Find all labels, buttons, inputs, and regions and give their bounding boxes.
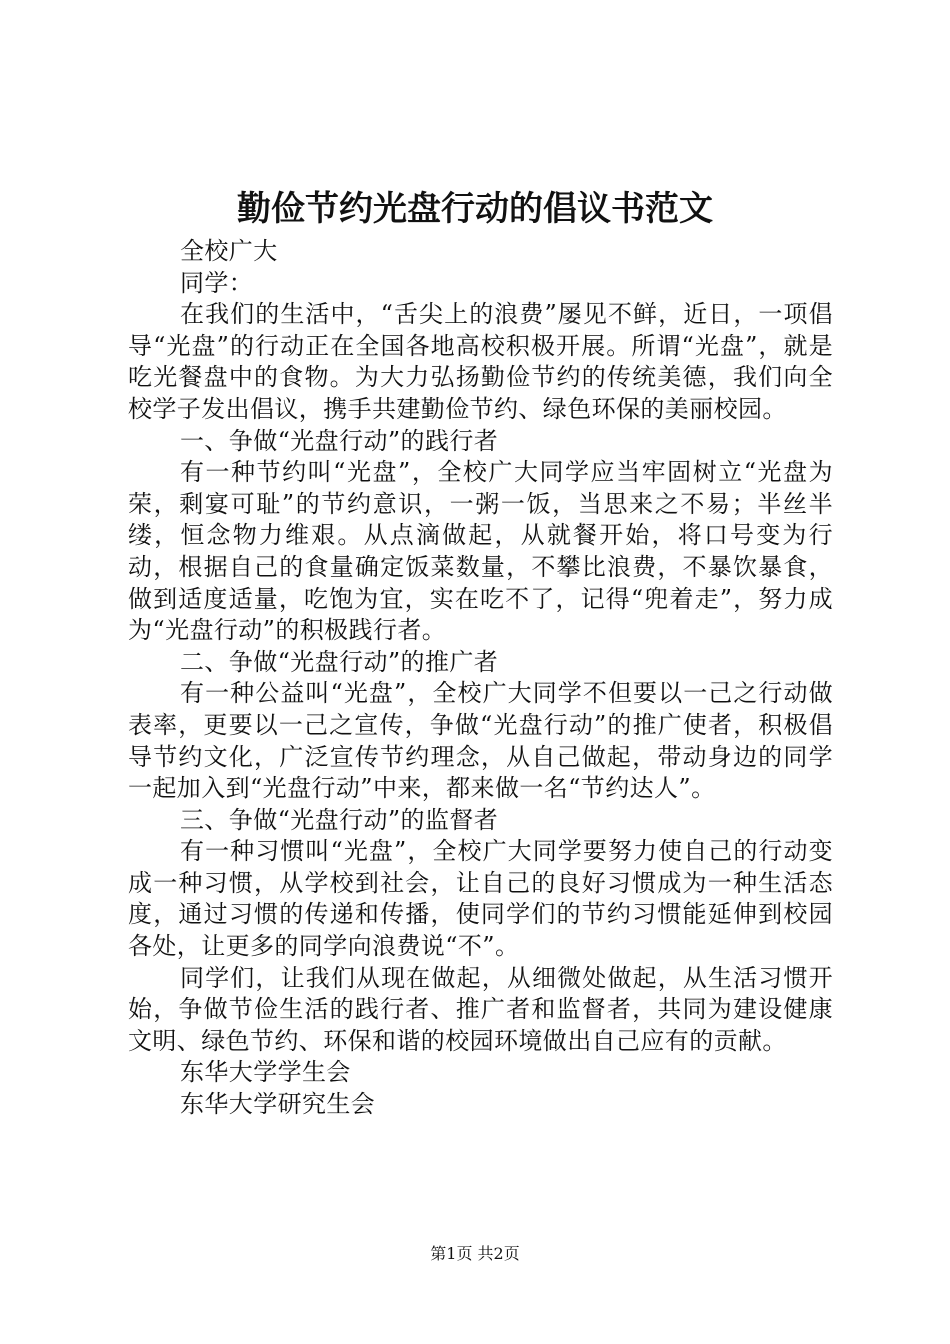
section-paragraph-2: 有一种公益叫“光盘”，全校广大同学不但要以一己之行动做表率，更要以一己之宣传，争做“光盘行动”的推广使者，积极倡导节约文化，广泛宣传节约理念，从自己做起，带动身边的同学一起加入到“光盘行动”中来，都来做一名“节约达人”。 <box>128 679 833 803</box>
document-body <box>128 236 833 1121</box>
intro-paragraph: 在我们的生活中，“舌尖上的浪费”屡见不鲜，近日，一项倡导“光盘”的行动正在全国各地高校积极开展。所谓“光盘”，就是吃光餐盘中的食物。为大力弘扬勤俭节约的传统美德，我们向全校学子发出倡议，携手共建勤俭节约、绿色环保的美丽校园。 <box>128 300 833 423</box>
signature-line-2: 东华大学研究生会 <box>180 1090 376 1119</box>
signature-line-1: 东华大学学生会 <box>180 1058 351 1087</box>
section-heading-1: 一、争做“光盘行动”的践行者 <box>180 426 499 455</box>
section-heading-3: 三、争做“光盘行动”的监督者 <box>180 805 499 834</box>
document-title: 勤俭节约光盘行动的倡议书范文 <box>237 189 713 229</box>
closing-paragraph: 同学们，让我们从现在做起，从细微处做起，从生活习惯开始，争做节俭生活的践行者、推广者和监督者，共同为建设健康文明、绿色节约、环保和谐的校园环境做出自己应有的贡献。 <box>128 963 833 1055</box>
section-paragraph-3: 有一种习惯叫“光盘”，全校广大同学要努力使自己的行动变成一种习惯，从学校到社会，让自己的良好习惯成为一种生活态度，通过习惯的传递和传播，使同学们的节约习惯能延伸到校园各处，让更多的同学向浪费说“不”。 <box>128 837 833 961</box>
salutation-line-1: 全校广大 <box>180 237 278 265</box>
section-heading-2: 二、争做“光盘行动”的推广者 <box>180 647 499 676</box>
page-number-footer: 第1页 共2页 <box>430 1244 520 1263</box>
section-paragraph-1: 有一种节约叫“光盘”，全校广大同学应当牢固树立“光盘为荣，剩宴可耻”的节约意识，一粥一饭，当思来之不易；半丝半缕，恒念物力维艰。从点滴做起，从就餐开始，将口号变为行动，根据自己的食量确定饭菜数量，不攀比浪费，不暴饮暴食，做到适度适量，吃饱为宜，实在吃不了，记得“兜着走”，努力成为“光盘行动”的积极践行者。 <box>128 458 833 645</box>
salutation-line-2: 同学： <box>180 268 254 297</box>
